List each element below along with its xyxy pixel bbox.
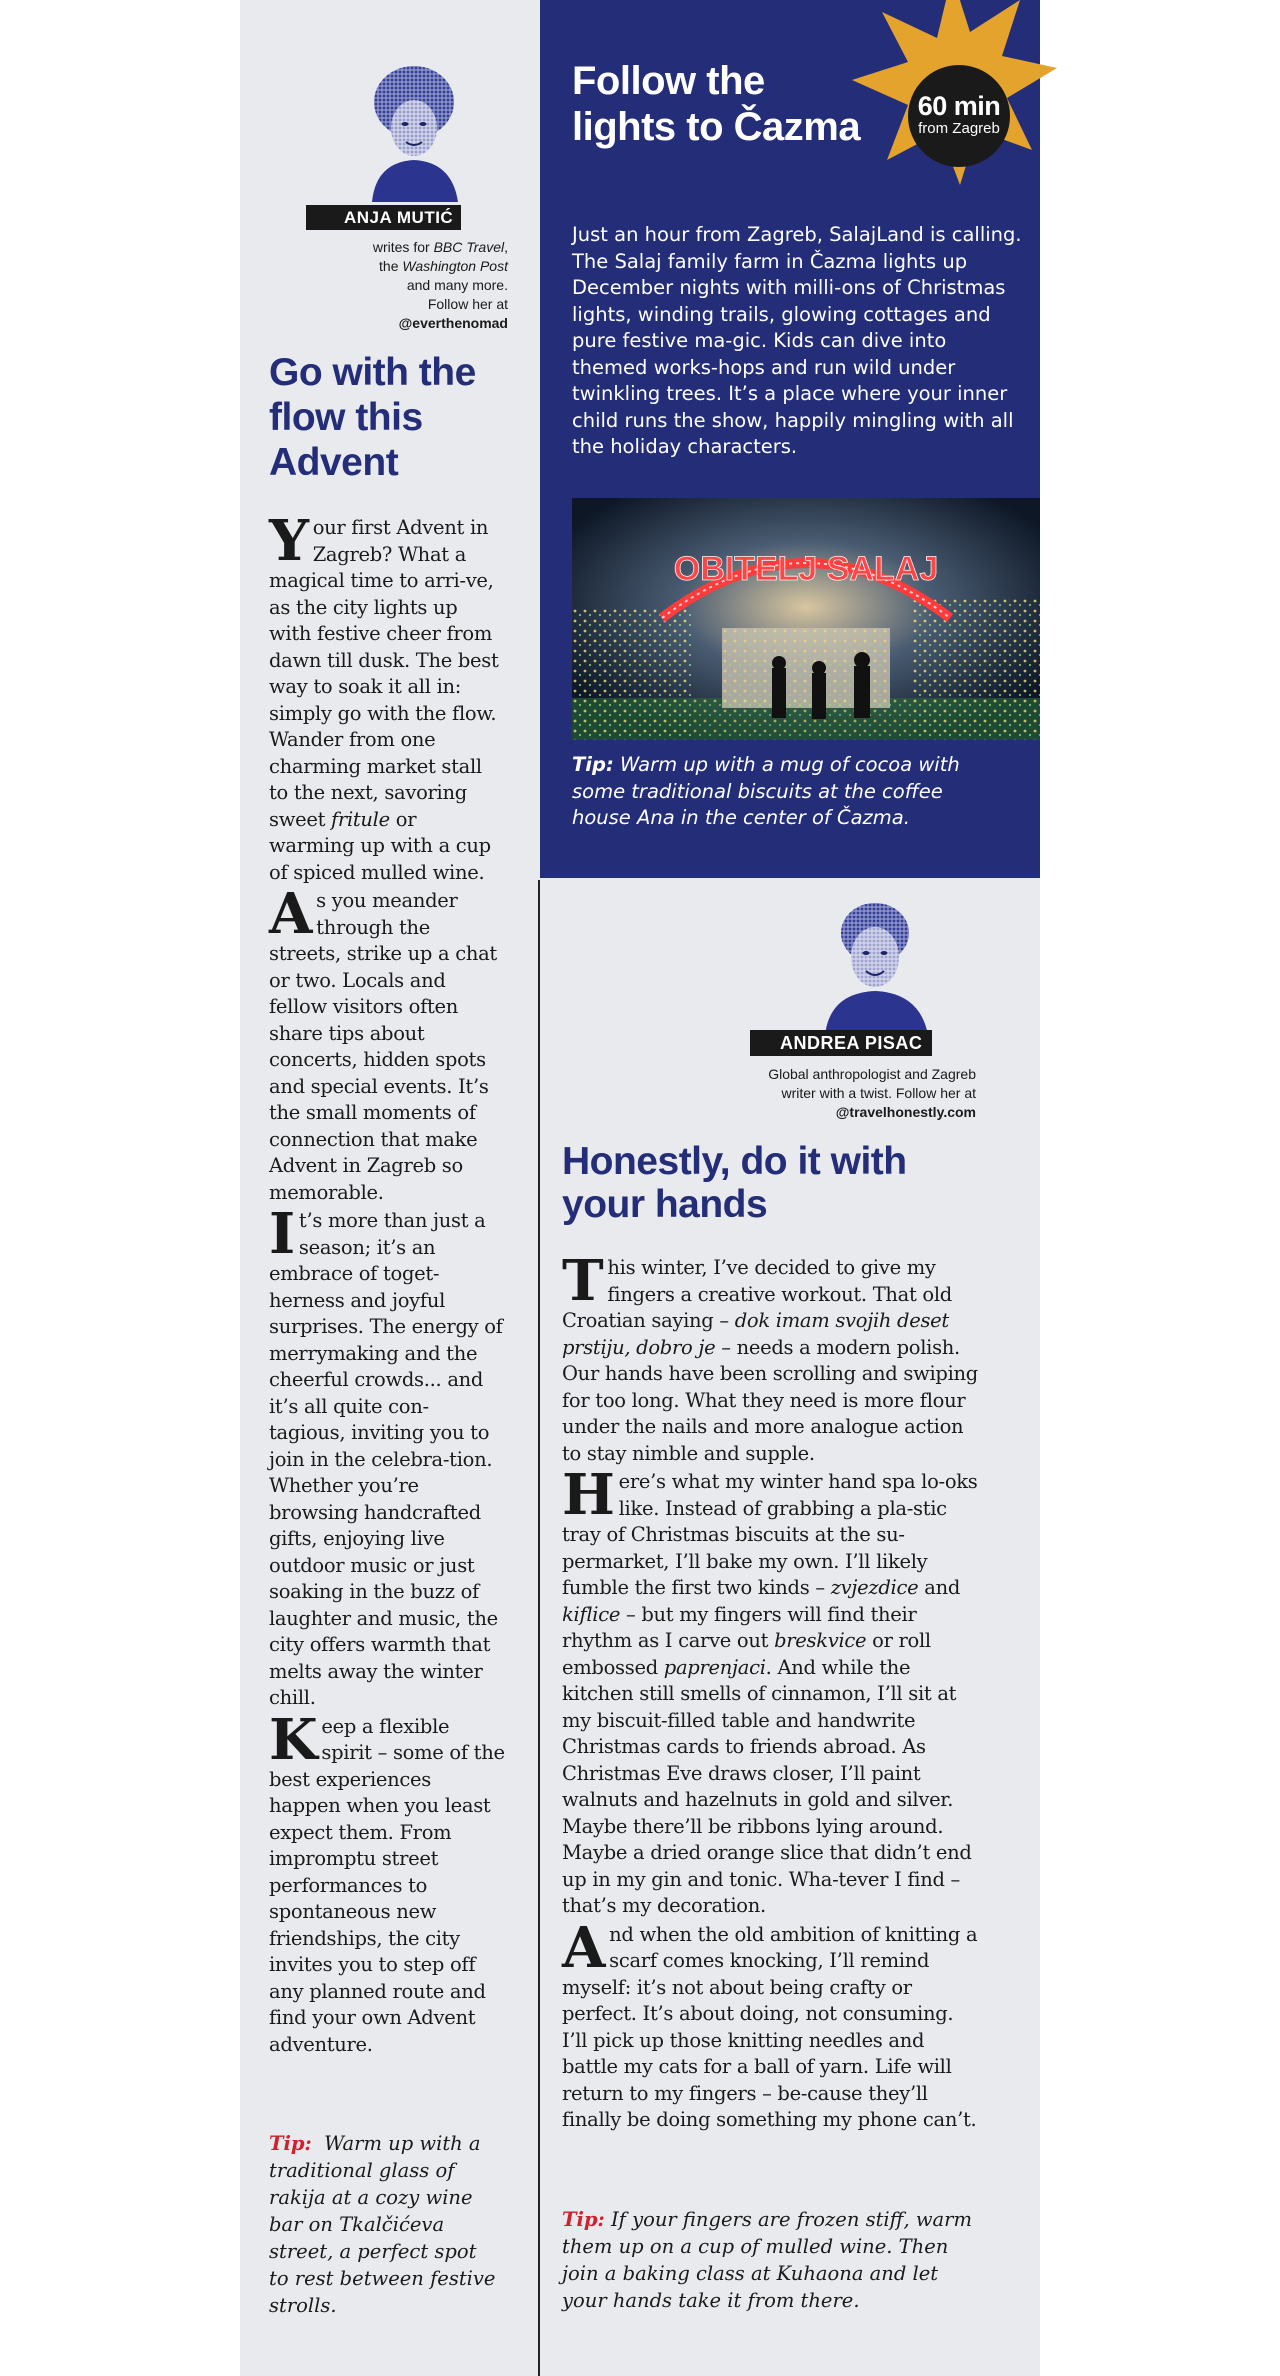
sign-text: OBITELJ SALAJ	[673, 550, 939, 588]
box-tip	[572, 752, 1002, 832]
author-handle-link[interactable]: @everthenomad	[398, 315, 508, 331]
bio-text: Follow her at	[427, 296, 508, 312]
article-body	[269, 508, 505, 2060]
author-portrait-anja	[362, 62, 466, 202]
paragraph: Here’s what my winter hand spa lo-oks like. Instead of grabbing a pla-stic tray of Christmas biscuits at the su-permarket, I’ll bake my own. I’ll likely fumble the first two kinds – zvjezdice and kiflice – but my fingers will find their rhythm as I carve out breskvice or roll embossed paprenjaci. And while the kitchen still smells of cinnamon, I’ll sit at my biscuit-filled table and handwrite Christmas cards to friends abroad. As Christmas Eve draws closer, I’ll paint walnuts and hazelnuts in gold and silver. Maybe there’ll be ribbons lying around. Maybe a dried orange slice that didn’t end up in my gin and tonic. Wha-tever I find – that’s my decoration.	[562, 1462, 978, 1917]
box-body: Just an hour from Zagreb, SalajLand is calling. The Salaj family farm in Čazma lights up December nights with milli-ons of Christmas lights, winding trails, glowing cottages and pure festive ma-gic. Kids can dive into themed works-hops and run wild under twinkling trees. It’s a place where your inner child runs the show, happily mingling with all the holiday characters.	[572, 223, 1022, 458]
tip-text: Warm up with a traditional glass of rakija at a cozy wine bar on Tkalčićeva street, a perfect spot to rest between festive strolls.	[269, 2132, 496, 2317]
author-bio: writes for BBC Travel, the Washington Post and many more. Follow her at @everthenomad	[269, 238, 508, 333]
tip-box	[562, 2206, 982, 2314]
tip-text: If your fingers are frozen stiff, warm them up on a cup of mulled wine. Then join a baking class at Kuhaona and let your hands take it from there.	[562, 2208, 972, 2312]
bio-text: the	[379, 258, 399, 274]
article-headline: Go with the flow this Advent	[269, 351, 476, 484]
column-divider	[538, 880, 540, 2376]
paragraph: Keep a flexible spirit – some of the best experiences happen when you least expect them. From impromptu street performances to spontaneous new friendships, the city invites you to step off any planned route and find your own Advent adventure.	[269, 1706, 505, 2056]
tip-text: Warm up with a mug of cocoa with some traditional biscuits at the coffee house Ana in the center of Čazma.	[572, 753, 960, 829]
drop-cap: K	[269, 1706, 318, 1773]
bio-text: writer with a twist. Follow her at	[781, 1085, 976, 1101]
tip-label: Tip:	[269, 2132, 312, 2155]
drop-cap: A	[562, 1914, 606, 1981]
paragraph: And when the old ambition of knitting a scarf comes knocking, I’ll remind myself: it’s not about being crafty or perfect. It’s about doing, not consuming. I’ll pick up those knitting needles and battle my cats for a ball of yarn. Life will return to my fingers – be-cause they’ll finally be doing something my phone can’t.	[562, 1914, 978, 2131]
paragraph: As you meander through the streets, strike up a chat or two. Locals and fellow visitors often share tips about concerts, hidden spots and special events. It’s the small moments of connection that make Advent in Zagreb so memorable.	[269, 881, 497, 1204]
bio-text: and many more.	[406, 277, 508, 293]
badge-duration: 60 min	[917, 91, 1001, 121]
salajland-photo	[572, 498, 1040, 740]
drop-cap: A	[269, 881, 313, 947]
tip-label: Tip:	[572, 753, 614, 776]
badge-subtitle: from Zagreb	[918, 120, 1000, 137]
drop-cap: T	[562, 1248, 604, 1314]
box-headline: Follow the lights to Čazma	[572, 59, 861, 149]
author-handle-link[interactable]: @travelhonestly.com	[835, 1104, 976, 1120]
drop-cap: H	[562, 1462, 615, 1528]
travel-time-badge	[908, 65, 1010, 167]
author-name-badge: ANJA MUTIĆ	[306, 205, 461, 230]
drop-cap: Y	[269, 508, 309, 574]
bio-publication: Washington Post	[402, 258, 508, 274]
paragraph: This winter, I’ve decided to give my fingers a creative workout. That old Croatian saying – dok imam svojih deset prstiju, dobro je – needs a modern polish. Our hands have been scrolling and swiping for too long. What they need is more flour under the nails and more analogue action to stay nimble and supple.	[562, 1248, 978, 1465]
author-name-badge: ANDREA PISAC	[750, 1030, 932, 1056]
paragraph: It’s more than just a season; it’s an embrace of toget-herness and joyful surprises. The energy of merrymaking and the cheerful crowds... and it’s all quite con-tagious, inviting you to join in the celebra-tion. Whether you’re browsing handcrafted gifts, enjoying live outdoor music or just soaking in the buzz of laughter and music, the city offers warmth that melts away the winter chill.	[269, 1201, 503, 1709]
bio-text: writes for	[372, 239, 430, 255]
tip-box	[269, 2130, 499, 2319]
article-body	[562, 1248, 978, 2136]
paragraph: Your first Advent in Zagreb? What a magical time to arri-ve, as the city lights up with festive cheer from dawn till dusk. The best way to soak it all in: simply go with the flow. Wander from one charming market stall to the next, savoring sweet fritule or warming up with a cup of spiced mulled wine.	[269, 508, 499, 884]
author-bio	[640, 1065, 976, 1122]
author-portrait-andrea	[820, 895, 930, 1035]
bio-publication: BBC Travel	[433, 239, 505, 255]
bio-text: Global anthropologist and Zagreb	[768, 1066, 976, 1082]
tip-label: Tip:	[562, 2208, 605, 2231]
article-headline: Honestly, do it with your hands	[562, 1140, 907, 1226]
drop-cap: I	[269, 1201, 295, 1267]
